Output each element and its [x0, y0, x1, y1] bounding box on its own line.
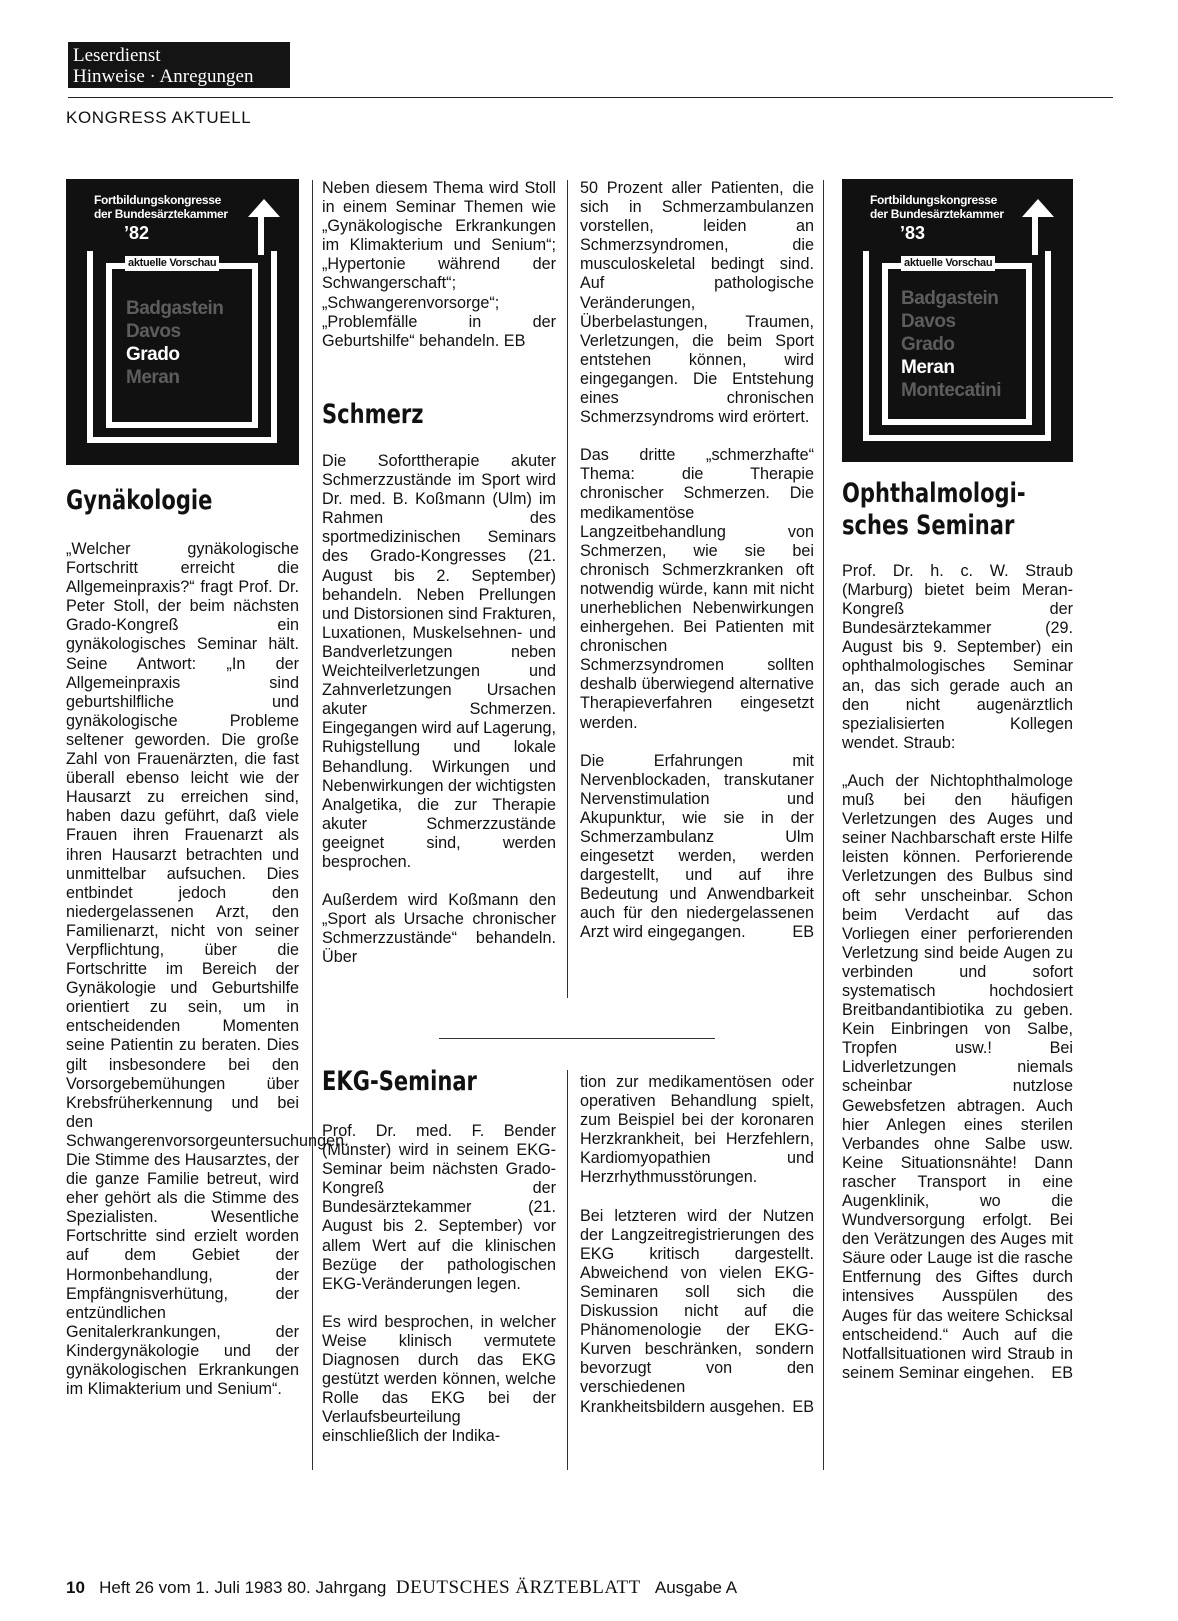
- logo-city-2: Davos: [901, 311, 956, 332]
- heading-line-1: Ophthalmologi-: [842, 478, 1026, 509]
- article-schmerz-continued: [580, 179, 814, 943]
- magazine-title: DEUTSCHES ÄRZTEBLATT: [395, 1577, 641, 1598]
- paragraph: Das dritte „schmerzhafte“ Thema: die Therapie chronischer Schmerzen. Die medikamentöse Langzeitbehandlung von Schmerzen, wie sie bei chronisch Schmerzkranken oft notwendig würde, kann mit nicht unerheblichen Nebenwirkungen einhergehen. Bei Patienten mit chronischen Schmerzsyndromen sollten deshalb überwiegend alternative Therapieverfahren eingesetzt werden.: [580, 446, 814, 732]
- logo-title-line-2: der Bundesärztekammer: [94, 207, 228, 221]
- paragraph: 50 Prozent aller Patienten, die sich in Schmerzambulanzen vorstellen, leiden an Schmerzsyndromen, die musculoskeletal bedingt sind. Auf pathologische Veränderungen, Überbelastungen, Traumen, Verletzungen, die beim Sport entstehen können, wird eingegangen. Die Entstehung eines chronischen Schmerzsyndroms wird erörtert.: [580, 179, 814, 427]
- paragraph: Es wird besprochen, in welcher Weise klinisch vermutete Diagnosen durch das EKG gestützt werden können, welche Rolle das EKG bei der Verlaufsbeurteilung einschließlich der Indika-: [322, 1312, 556, 1446]
- logo-title: [870, 193, 1004, 221]
- logo-subtitle: aktuelle Vorschau: [901, 256, 995, 271]
- heading-ekg-seminar: EKG-Seminar: [322, 1066, 477, 1097]
- arrow-up-icon: [1022, 199, 1054, 217]
- article-gynaekologie-continued: [322, 179, 556, 351]
- logo-city-3: Grado: [901, 334, 955, 355]
- paragraph: Die Soforttherapie akuter Schmerzzustände im Sport wird Dr. med. B. Koßmann (Ulm) im Rahmen des sportmedizinischen Seminars des Grado-Kongresses (21. August bis 2. September) behandeln. Neben Prellungen und Distorsionen sind Frakturen, Luxationen, Muskelsehnen- und Bandverletzungen neben Weichteilverletzungen und Zahnverletzungen Ursachen akuter Schmerzen. Eingegangen wird auf Lagerung, Ruhigstellung und lokale Behandlung. Wirkungen und Nebenwirkungen der wichtigsten Analgetika, die zur Therapie akuter Schmerzzustände geeignet sind, werden besprochen.: [322, 452, 556, 871]
- paragraph: [580, 1207, 814, 1417]
- badge-line-2: Hinweise · Anregungen: [73, 66, 254, 87]
- logo-frame-arrow-shaft: [258, 215, 264, 255]
- header-rule: [68, 97, 1113, 98]
- logo-city-3: Grado: [126, 344, 180, 365]
- issue-info: Heft 26 vom 1. Juli 1983 80. Jahrgang: [99, 1578, 387, 1597]
- article-gynaekologie: [66, 540, 349, 1399]
- signature: EB: [1051, 1363, 1073, 1382]
- logo-frame-arrow-shaft: [1032, 215, 1038, 255]
- logo-city-4: Meran: [126, 367, 180, 388]
- logo-subtitle: aktuelle Vorschau: [125, 256, 219, 271]
- column-rule: [567, 180, 568, 998]
- section-badge: [68, 42, 290, 88]
- heading-line-2: sches Seminar: [842, 510, 1015, 541]
- logo-city-1: Badgastein: [901, 288, 999, 309]
- logo-city-5: Montecatini: [901, 380, 1002, 401]
- congress-logo-82: [66, 179, 299, 465]
- logo-title-line-2: der Bundesärztekammer: [870, 207, 1004, 221]
- paragraph: „Welcher gynäkologische Fortschritt erreicht die Allgemeinpraxis?“ fragt Prof. Dr. Peter Stoll, der beim nächsten Grado-Kongreß ein gynäkologisches Seminar hält. Seine Antwort: „In der Allgemeinpraxis sind geburtshilfliche und gynäkologische Probleme seltener geworden. Die große Zahl von Frauenärzten, die fast überall ebenso leicht wie der Hausarzt zu erreichen sind, haben dazu geführt, daß viele Frauen ihren Frauenarzt als ihren Hausarzt betrachten und unmittelbar aufsuchen. Dies entbindet jedoch den niedergelassenen Arzt, den Familienarzt, nicht von seiner Verpflichtung, über die Fortschritte im Bereich der Gynäkologie und Geburtshilfe orientiert zu sein, um in entscheidenden Momenten seine Patientin zu beraten. Dies gilt insbesondere bei den Vorsorgebemühungen über Krebsfrüherkennung und bei den Schwangerenvorsorgeuntersuchungen. Die Stimme des Hausarztes, der die ganze Familie betreut, wird eher gehört als die Stimme des Spezialisten. Wesentliche Fortschritte sind erzielt worden auf dem Gebiet der Hormonbehandlung, der Empfängnisverhütung, der entzündlichen Genitalerkrankungen, der Kindergynäkologie und der gynäkologischen Erkrankungen im Klimakterium und Senium“.: [66, 540, 349, 1399]
- section-label: KONGRESS AKTUELL: [66, 108, 252, 127]
- paragraph-text: Neben diesem Thema wird Stoll in einem Seminar Themen wie „Gynäkologische Erkrankungen im Klimakterium und Senium“; „Hypertonie während der Schwangerschaft“; „Schwangerenvorsorge“; „Problemfälle in der Geburtshilfe“ behandeln.: [322, 179, 556, 350]
- paragraph: [842, 772, 1073, 1383]
- column-rule: [823, 180, 824, 1470]
- logo-title-line-1: Fortbildungskongresse: [94, 193, 222, 207]
- paragraph: [322, 179, 556, 351]
- paragraph: Prof. Dr. h. c. W. Straub (Marburg) bietet beim Meran-Kongreß der Bundesärztekammer (29. August bis 9. September) ein ophthalmologisches Seminar an, das sich gerade auch an den nicht augenärztlich spezialisierten Kollegen wendet. Straub:: [842, 562, 1073, 752]
- logo-year: ’83: [900, 223, 926, 243]
- heading-schmerz: Schmerz: [322, 399, 424, 430]
- page-number: 10: [66, 1578, 85, 1597]
- heading-ophthalmologie: [842, 478, 1026, 542]
- article-ekg-continued: [580, 1073, 814, 1417]
- congress-logo-83: [842, 179, 1073, 462]
- arrow-up-icon: [248, 199, 280, 217]
- signature: EB: [792, 923, 814, 942]
- paragraph: Außerdem wird Koßmann den „Sport als Ursache chronischer Schmerzzustände“ behandeln. Über: [322, 891, 556, 967]
- heading-gynaekologie: Gynäkologie: [66, 485, 213, 516]
- page-footer: [66, 1577, 737, 1599]
- paragraph: [580, 752, 814, 943]
- logo-city-2: Davos: [126, 321, 181, 342]
- logo-title: [94, 193, 228, 221]
- paragraph: Prof. Dr. med. F. Bender (Münster) wird in seinem EKG-Seminar beim nächsten Grado-Kongreß der Bundesärztekammer (21. August bis 2. September) vor allem Wert auf die klinischen Bezüge der pathologischen EKG-Veränderungen legen.: [322, 1122, 556, 1293]
- paragraph: tion zur medikamentösen oder operativen Behandlung spielt, zum Beispiel bei der koronaren Herzkrankheit, bei Herzfehlern, Kardiomyopathien und Herzrhythmusstörungen.: [580, 1073, 814, 1187]
- logo-title-line-1: Fortbildungskongresse: [870, 193, 998, 207]
- paragraph-text: „Auch der Nichtophthalmologe muß bei den häufigen Verletzungen des Auges und seiner Nachbarschaft erste Hilfe leisten können. Perforierende Verletzungen des Bulbus sind oft sehr unscheinbar. Schon beim Verdacht auf das Vorliegen einer perforierenden Verletzung sind beide Augen zu verbinden und sofort systematisch hochdosiert Breitbandantibiotika zu geben. Kein Einbringen von Salbe, Tropfen usw.! Bei Lidverletzungen niemals scheinbar nutzlose Gewebsfetzen abtragen. Auch hier Anlegen eines sterilen Verbandes ohne Salbe usw. Keine Situationsnähte! Dann rascher Transport in eine Augenklinik, wo die Wundversorgung erfolgt. Bei den Verätzungen des Auges mit Säure oder Lauge ist die rasche Entfernung des Giftes durch intensives Ausspülen des Auges für das weitere Schicksal entscheidend.“ Auch auf die Notfallsituationen wird Straub in seinem Seminar eingehen.: [842, 771, 1073, 1382]
- signature: EB: [503, 331, 526, 350]
- badge-line-1: Leserdienst: [73, 45, 161, 66]
- article-ophthalmologie: [842, 562, 1073, 1383]
- logo-city-1: Badgastein: [126, 298, 224, 319]
- logo-year: ’82: [124, 223, 150, 243]
- paragraph-text: Bei letzteren wird der Nutzen der Langzeitregistrierungen des EKG kritisch dargestellt. Abweichend von vielen EKG-Seminaren soll sich die Diskussion nicht auf die Phänomenologie der EKG-Kurven beschränken, sondern bevorzugt von den verschiedenen Krankheitsbildern ausgehen.: [580, 1206, 814, 1416]
- edition: Ausgabe A: [654, 1578, 738, 1597]
- logo-city-4: Meran: [901, 357, 955, 378]
- article-schmerz: [322, 452, 556, 967]
- signature: EB: [792, 1397, 814, 1416]
- article-ekg: [322, 1122, 556, 1447]
- article-separator: [439, 1038, 715, 1039]
- column-rule: [567, 1070, 568, 1470]
- column-rule: [312, 180, 313, 1470]
- paragraph-text: Die Erfahrungen mit Nervenblockaden, transkutaner Nervenstimulation und Akupunktur, wie sie in der Schmerzambulanz Ulm eingesetzt werden, werden dargestellt, und auf ihre Bedeutung und Anwendbarkeit auch für den niedergelassenen Arzt wird eingegangen.: [580, 751, 814, 942]
